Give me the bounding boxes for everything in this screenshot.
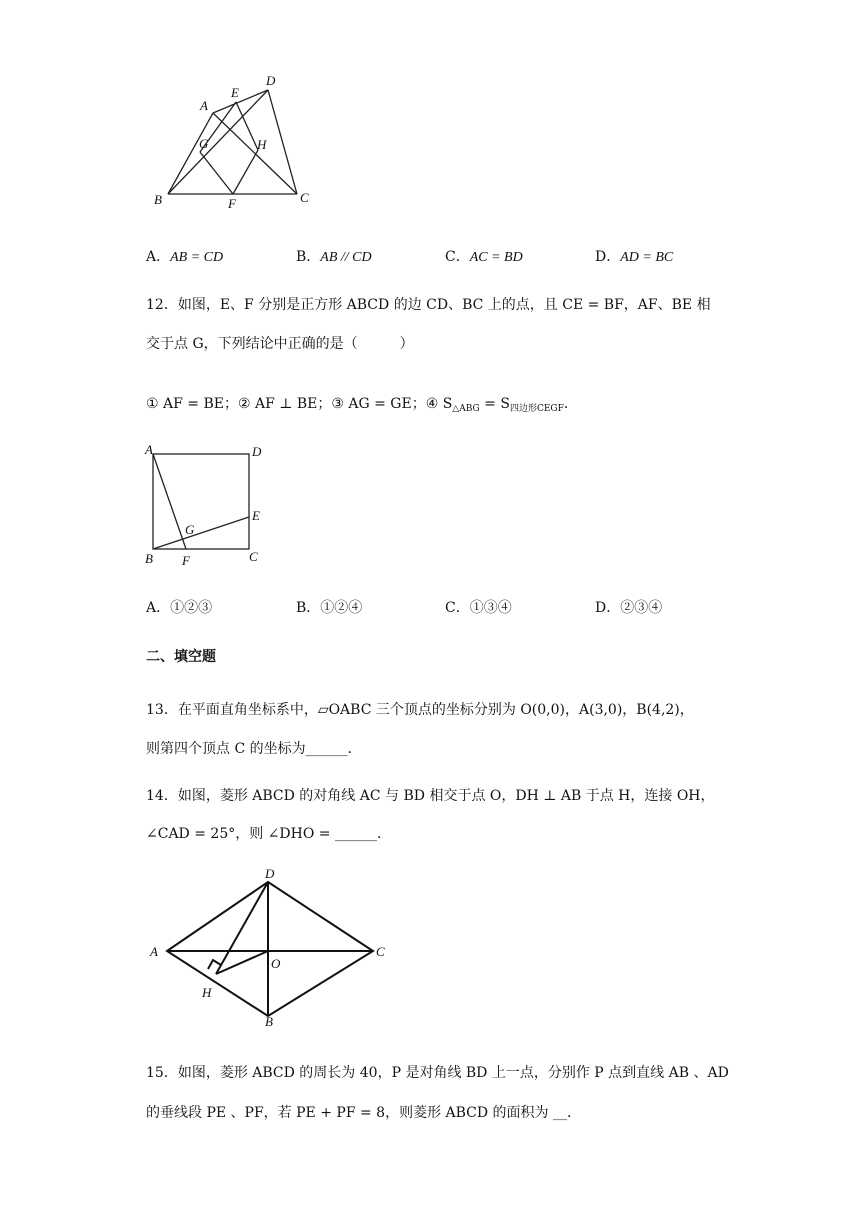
q14-text-line1: 14．如图，菱形 ABCD 的对角线 AC 与 BD 相交于点 O，DH ⊥ AB 于点 H，连接 OH， bbox=[146, 788, 715, 804]
q14-text-line2: ∠CAD = 25°，则 ∠DHO = ______． bbox=[146, 826, 391, 842]
fig12-label-F: F bbox=[182, 553, 190, 568]
q13-text-line2: 则第四个顶点 C 的坐标为______． bbox=[146, 741, 362, 757]
q12-option-c: C．①③④ bbox=[445, 600, 512, 616]
q11-option-a: A．AB = CD bbox=[146, 249, 224, 265]
fig11-label-B: B bbox=[154, 192, 162, 207]
fig11-label-F: F bbox=[228, 196, 236, 211]
fig11-label-C: C bbox=[300, 190, 309, 205]
fig14-label-A: A bbox=[150, 944, 158, 959]
figure-q14 bbox=[140, 868, 400, 1033]
figure-q11 bbox=[140, 68, 330, 218]
fig12-label-A: A bbox=[145, 442, 153, 457]
fig11-label-D: D bbox=[266, 73, 276, 88]
fig12-label-C: C bbox=[249, 549, 258, 564]
fig14-label-O: O bbox=[271, 956, 281, 971]
fig14-label-H: H bbox=[202, 985, 212, 1000]
q13-text-line1: 13．在平面直角坐标系中，▱OABC 三个顶点的坐标分别为 O(0,0)，A(3,0)，B(4,2)， bbox=[146, 702, 694, 718]
q12-option-a: A．①②③ bbox=[146, 600, 213, 616]
q11-option-c: C．AC = BD bbox=[445, 249, 523, 265]
q12-option-b: B．①②④ bbox=[296, 600, 363, 616]
q11-option-d: D．AD = BC bbox=[595, 249, 674, 265]
fig11-label-H: H bbox=[257, 137, 267, 152]
fig12-label-B: B bbox=[145, 551, 153, 566]
q12-option-d: D．②③④ bbox=[595, 600, 663, 616]
section-heading-fill-in: 二、填空题 bbox=[146, 649, 216, 665]
fig11-label-E: E bbox=[231, 85, 239, 100]
q11-option-b: B．AB // CD bbox=[296, 249, 372, 265]
q12-text-line1: 12．如图，E、F 分别是正方形 ABCD 的边 CD、BC 上的点，且 CE = BF，AF、BE 相 bbox=[146, 297, 711, 313]
q12-text-line2: 交于点 G，下列结论中正确的是（ ） bbox=[146, 336, 414, 352]
fig12-label-E: E bbox=[252, 508, 260, 523]
q12-statements: ① AF = BE；② AF ⊥ BE；③ AG = GE；④ $S_{\triangle ABG} = S_{四边形CEGF}$． bbox=[146, 396, 578, 414]
q15-text-line2: 的垂线段 PE 、PF，若 PE + PF = 8，则菱形 ABCD 的面积为 __． bbox=[146, 1105, 582, 1121]
fig14-label-B: B bbox=[265, 1014, 273, 1029]
fig12-label-D: D bbox=[252, 444, 262, 459]
fig14-label-C: C bbox=[376, 944, 385, 959]
fig11-label-G: G bbox=[199, 136, 209, 151]
fig14-label-D: D bbox=[265, 868, 275, 881]
q15-text-line1: 15．如图，菱形 ABCD 的周长为 40，P 是对角线 BD 上一点，分别作 P 点到直线 AB 、AD bbox=[146, 1065, 729, 1081]
fig11-label-A: A bbox=[200, 98, 208, 113]
fig12-label-G: G bbox=[185, 522, 195, 537]
figure-q12 bbox=[140, 440, 280, 570]
